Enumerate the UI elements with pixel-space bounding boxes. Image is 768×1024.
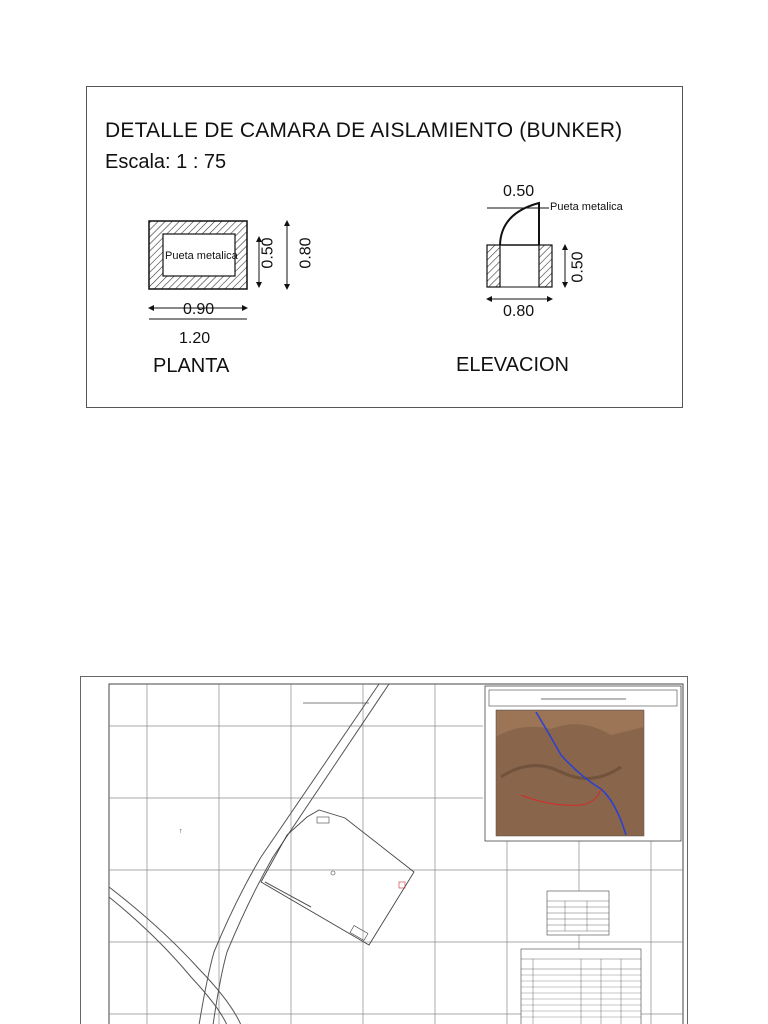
elev-dim-height: 0.50	[569, 251, 587, 283]
detail-title: DETALLE DE CAMARA DE AISLAMIENTO (BUNKER)	[105, 119, 623, 142]
plan-dim-inner-height: 0.50	[259, 237, 277, 269]
location-panel	[485, 686, 681, 841]
coordinates-table	[547, 891, 609, 935]
elev-dim-door: 0.50	[503, 183, 535, 200]
detail-scale: Escala: 1 : 75	[105, 151, 227, 173]
areas-table	[521, 949, 641, 1024]
door-swing-arc	[500, 203, 539, 245]
plan-dim-outer-height: 0.80	[297, 237, 315, 269]
site-plan-sheet	[80, 676, 688, 1024]
road	[109, 684, 389, 1024]
site-plan-drawing	[81, 677, 688, 1024]
plan-door-label: Pueta metalica	[165, 250, 238, 262]
bunker-detail-panel	[86, 86, 683, 408]
north-arrow-icon: ↑	[179, 828, 183, 835]
elev-dim-width: 0.80	[503, 303, 535, 320]
elev-door-label: Pueta metalica	[550, 201, 623, 213]
elevation-walls	[487, 245, 552, 287]
plan-dim-inner-width: 0.90	[183, 301, 215, 318]
plan-dim-outer-width: 1.20	[179, 330, 211, 347]
plan-caption: PLANTA	[153, 355, 230, 377]
lot-boundary	[261, 810, 414, 945]
elev-caption: ELEVACION	[456, 354, 569, 376]
